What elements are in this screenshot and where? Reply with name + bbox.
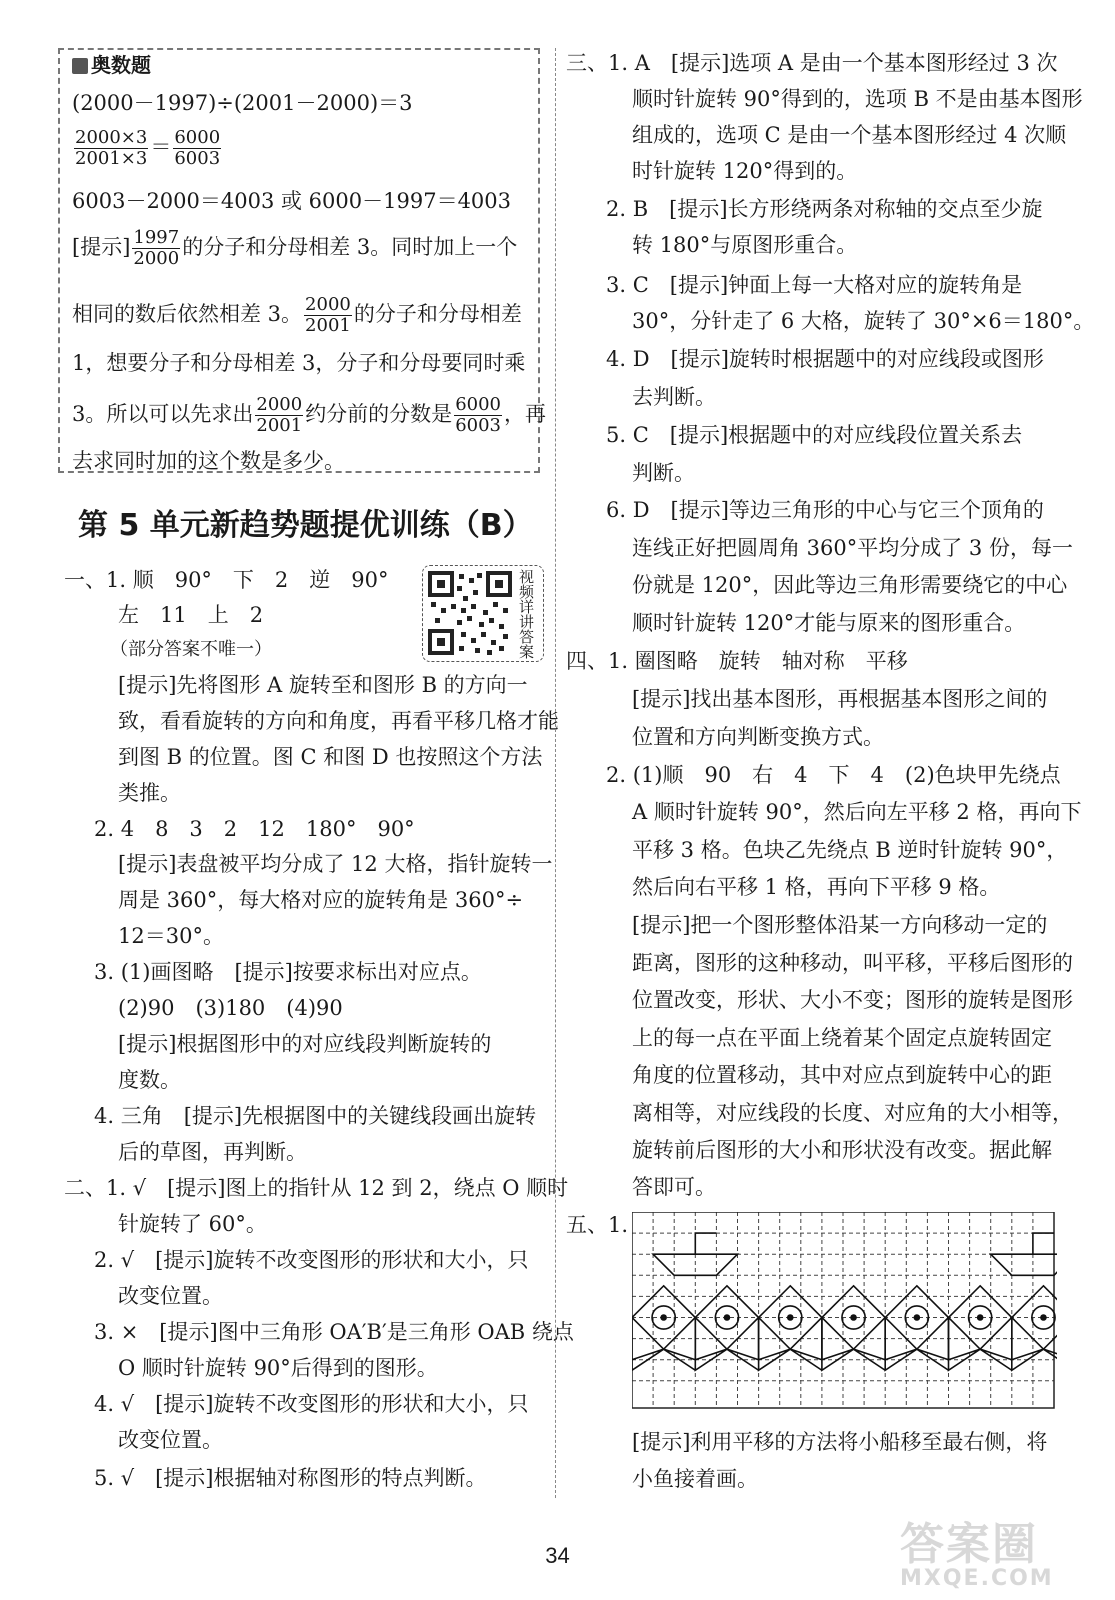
answer-line: 三、1. A [提示]选项 A 是由一个基本图形经过 3 次 <box>566 51 1058 75</box>
fish-pupil <box>661 1315 666 1320</box>
answer-line: 转 180°与原图形重合。 <box>632 233 858 257</box>
answer-line: 2. (1)顺 90 右 4 下 4 (2)色块甲先绕点 <box>606 763 1061 787</box>
fish-shape <box>822 1286 885 1370</box>
fish-pupil <box>724 1315 729 1320</box>
aoshu-label: 奥数题 <box>72 50 151 80</box>
page-title: 第 5 单元新趋势题提优训练（B） <box>78 508 533 543</box>
answer-line: 位置改变，形状、大小不变；图形的旋转是图形 <box>632 988 1073 1012</box>
answer-line: 然后向右平移 1 格，再向下平移 9 格。 <box>632 875 1001 899</box>
answer-line: 4. 三角 [提示]先根据图中的关键线段画出旋转 <box>94 1104 537 1128</box>
answer-line: 6. D [提示]等边三角形的中心与它三个顶角的 <box>606 498 1044 522</box>
qr-label: 视频详讲答案 <box>519 568 535 661</box>
fraction: $\frac{2000}{2001}$ <box>256 394 303 436</box>
answer-line: 5. C [提示]根据题中的对应线段位置关系去 <box>606 423 1023 447</box>
fish-shape <box>1012 1286 1057 1370</box>
answer-line: 改变位置。 <box>118 1428 223 1452</box>
fraction: $\frac{1997}{2000}$ <box>133 227 180 269</box>
answer-line: 3. (1)画图略 [提示]按要求标出对应点。 <box>94 960 482 984</box>
qr-icon <box>427 570 513 656</box>
answer-line: [提示]表盘被平均分成了 12 大格，指针旋转一 <box>118 852 553 876</box>
fish-shape <box>632 1286 695 1370</box>
answer-line: 改变位置。 <box>118 1284 223 1308</box>
answer-line: 3. C [提示]钟面上每一大格对应的旋转角是 <box>606 273 1023 297</box>
answer-line: 12＝30°。 <box>118 924 224 948</box>
page-number: 34 <box>545 1543 570 1568</box>
fish-shape <box>949 1286 1012 1370</box>
answer-line: 小鱼接着画。 <box>632 1467 758 1491</box>
answer-line: 30°，分针走了 6 大格，旋转了 30°×6＝180°。 <box>632 309 1095 333</box>
answer-line: 连线正好把圆周角 360°平均分成了 3 份，每一 <box>632 536 1073 560</box>
fish-pupil <box>914 1315 919 1320</box>
answer-line: 针旋转了 60°。 <box>118 1212 267 1236</box>
aoshu-line3: 6003－2000＝4003 或 6000－1997＝4003 <box>72 189 512 213</box>
answer-line: 度数。 <box>118 1068 181 1092</box>
boat-shape <box>991 1233 1057 1275</box>
fraction: $\frac{6000}{6003}$ <box>174 127 221 169</box>
answer-line: 五、1. <box>566 1213 629 1237</box>
fraction: $\frac{2000\times 3}{2001\times 3}$ <box>75 127 148 169</box>
answer-line: 二、1. √ [提示]图上的指针从 12 到 2，绕点 O 顺时 <box>64 1176 569 1200</box>
fish-pupil <box>978 1315 983 1320</box>
aoshu-hint4: 3。所以可以先求出 $\frac{2000}{2001}$ 约分前的分数是 $\frac{6000}{6003}$ ，再 <box>72 394 546 436</box>
fish-pupil <box>1041 1315 1046 1320</box>
aoshu-line1: (2000－1997)÷(2001－2000)＝3 <box>72 91 413 115</box>
column-divider <box>555 48 556 1498</box>
answer-line: 周是 360°，每大格对应的旋转角是 360°÷ <box>118 888 524 912</box>
answer-line: 4. D [提示]旋转时根据题中的对应线段或图形 <box>606 347 1044 371</box>
answer-line: 后的草图，再判断。 <box>118 1140 307 1164</box>
answer-line: 3. × [提示]图中三角形 OA′B′是三角形 OAB 绕点 <box>94 1320 574 1344</box>
answer-line: 一、1. 顺 90° 下 2 逆 90° <box>64 568 389 592</box>
translation-grid-figure <box>632 1212 1057 1412</box>
answer-line: A 顺时针旋转 90°，然后向左平移 2 格，再向下 <box>632 800 1082 824</box>
answer-line: 角度的位置移动，其中对应点到旋转中心的距 <box>632 1063 1052 1087</box>
answer-line: 4. √ [提示]旋转不改变图形的形状和大小，只 <box>94 1392 529 1416</box>
answer-line: 四、1. 圈图略 旋转 轴对称 平移 <box>566 649 908 673</box>
answer-line: 顺时针旋转 120°才能与原来的图形重合。 <box>632 611 1026 635</box>
answer-line: [提示]找出基本图形，再根据基本图形之间的 <box>632 687 1048 711</box>
answer-line: (2)90 (3)180 (4)90 <box>118 996 343 1020</box>
answer-line: 份就是 120°，因此等边三角形需要绕它的中心 <box>632 573 1068 597</box>
answer-line: 顺时针旋转 90°得到的，选项 B 不是由基本图形 <box>632 87 1083 111</box>
answer-line: 组成的，选项 C 是由一个基本图形经过 4 次顺 <box>632 123 1067 147</box>
answer-line: 类推。 <box>118 781 181 805</box>
fish-pupil <box>788 1315 793 1320</box>
qr-code[interactable] <box>422 565 544 662</box>
aoshu-hint1: [提示] $\frac{1997}{2000}$ 的分子和分母相差 3。同时加上一个 <box>72 227 518 269</box>
answer-line: [提示]利用平移的方法将小船移至最右侧，将 <box>632 1430 1048 1454</box>
answer-line: 旋转前后图形的大小和形状没有改变。据此解 <box>632 1138 1052 1162</box>
answer-line: 位置和方向判断变换方式。 <box>632 725 884 749</box>
aoshu-hint5: 去求同时加的这个数是多少。 <box>72 449 345 473</box>
answer-line: 5. √ [提示]根据轴对称图形的特点判断。 <box>94 1466 487 1490</box>
fraction: $\frac{2000}{2001}$ <box>305 294 351 336</box>
aoshu-hint3: 1，想要分子和分母相差 3，分子和分母要同时乘 <box>72 351 526 375</box>
answer-line: 平移 3 格。色块乙先绕点 B 逆时针旋转 90°， <box>632 838 1068 862</box>
answer-line: [提示]把一个图形整体沿某一方向移动一定的 <box>632 913 1048 937</box>
answer-line: （部分答案不唯一） <box>110 639 272 660</box>
fish-shape <box>759 1286 822 1370</box>
aoshu-line2: $\frac{2000\times 3}{2001\times 3}$ ＝ $\frac{6000}{6003}$ <box>75 127 221 169</box>
book-icon <box>72 58 88 74</box>
answer-line: 到图 B 的位置。图 C 和图 D 也按照这个方法 <box>118 745 543 769</box>
answer-line: 去判断。 <box>632 385 716 409</box>
answer-line: 2. B [提示]长方形绕两条对称轴的交点至少旋 <box>606 197 1043 221</box>
answer-line: 判断。 <box>632 461 695 485</box>
answer-line: 上的每一点在平面上绕着某个固定点旋转固定 <box>632 1026 1052 1050</box>
answer-line: 致，看看旋转的方向和角度，再看平移几格才能 <box>118 709 559 733</box>
watermark-logo: 答案圈 MXQE.COM <box>900 1519 1054 1591</box>
fish-shape <box>885 1286 948 1370</box>
fish-pupil <box>851 1315 856 1320</box>
aoshu-hint2: 相同的数后依然相差 3。 $\frac{2000}{2001}$ 的分子和分母相差 <box>72 294 522 336</box>
answer-line: O 顺时针旋转 90°后得到的图形。 <box>118 1356 438 1380</box>
answer-line: [提示]根据图形中的对应线段判断旋转的 <box>118 1032 492 1056</box>
answer-line: 距离，图形的这种移动，叫平移，平移后图形的 <box>632 951 1073 975</box>
answer-line: 答即可。 <box>632 1175 716 1199</box>
answer-line: 时针旋转 120°得到的。 <box>632 159 858 183</box>
answer-line: 离相等，对应线段的长度、对应角的大小相等， <box>632 1101 1073 1125</box>
answer-line: 左 11 上 2 <box>118 603 264 627</box>
fraction: $\frac{6000}{6003}$ <box>455 394 501 436</box>
answer-line: 2. √ [提示]旋转不改变图形的形状和大小，只 <box>94 1248 529 1272</box>
fish-shape <box>695 1286 758 1370</box>
answer-line: 2. 4 8 3 2 12 180° 90° <box>94 817 415 841</box>
answer-line: [提示]先将图形 A 旋转至和图形 B 的方向一 <box>118 673 528 697</box>
